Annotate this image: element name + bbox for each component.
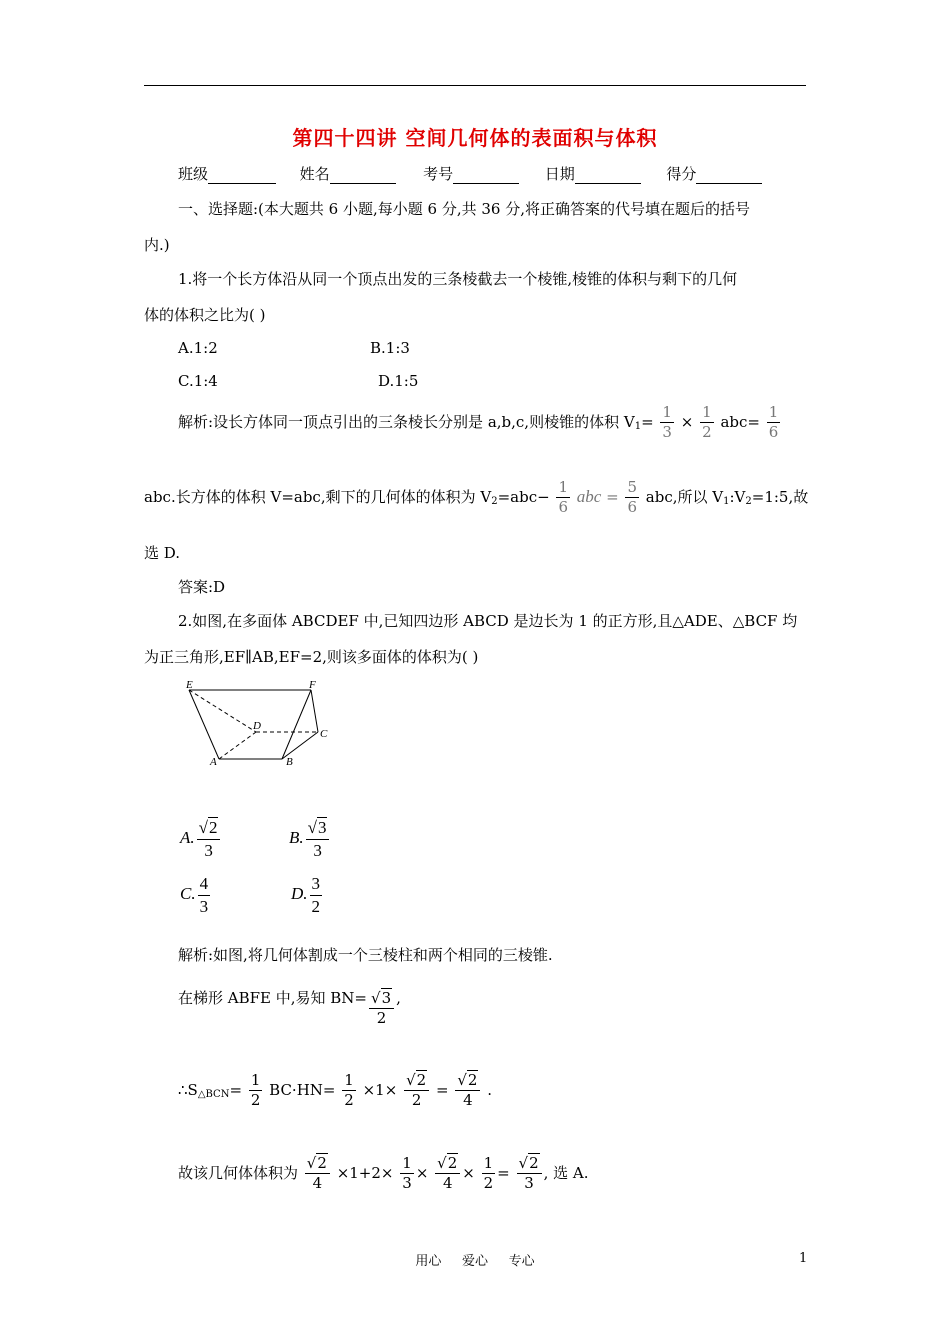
q1-analysis-line1: 解析:设长方体同一顶点引出的三条棱长分别是 a,b,c,则棱锥的体积 $V_1=$ $\frac{1}{3}$ × $\frac{1}{2}$ abc= $\frac{1}{6}$ [178, 403, 779, 442]
fraction-one-half: $\frac{1}{2}$ [702, 403, 712, 442]
polyhedron-figure [180, 676, 340, 772]
footer-motto: 用心 爱心 专心 [415, 1254, 535, 1269]
q1-analysis-line3: 选 D. [144, 544, 181, 562]
edge-ed [189, 690, 256, 732]
q1-option-a[interactable]: A.1:2 [178, 339, 218, 357]
fraction-bn: $\frac{√3}{2}$ [369, 990, 394, 1028]
q2-stem-line1: 2.如图,在多面体 ABCDEF 中,已知四边形 ABCD 是边长为 1 的正方形,且△ADE、△BCF 均 [178, 612, 798, 630]
class-label: 班级 [178, 165, 209, 183]
page-title: 第四十四讲 空间几何体的表面积与体积 [292, 126, 658, 150]
fraction-one-third: $\frac{1}{3}$ [662, 403, 672, 442]
class-blank[interactable] [208, 167, 276, 184]
q2-option-a[interactable]: A. $\frac{√2}{3}$ [180, 818, 222, 860]
fraction-five-sixths: $\frac{5}{6}$ [627, 478, 638, 517]
name-label: 姓名 [299, 165, 330, 183]
page-number: 1 [799, 1251, 808, 1266]
section-heading-line2: 内.) [144, 236, 170, 254]
q1-analysis-line2: abc.长方体的体积 V=abc,剩下的几何体的体积为 $V_2=abc-$ $\frac{1}{6}$ abc = $\frac{5}{6}$ abc,所以 $V_1:V_2=1:5$,故 [144, 478, 809, 517]
section-heading-line1: 一、选择题:(本大题共 6 小题,每小题 6 分,共 36 分,将正确答案的代号填在题后的括号 [178, 200, 750, 218]
fraction-one-sixth-2: $\frac{1}{6}$ [558, 478, 568, 517]
score-blank[interactable] [696, 167, 762, 184]
exam-number-label: 考号 [423, 165, 454, 183]
q1-option-b[interactable]: B.1:3 [370, 339, 410, 357]
label-e: E [186, 679, 193, 691]
header-rule [144, 85, 806, 86]
edge-fc [311, 690, 318, 732]
q2-option-b[interactable]: B. $\frac{√3}{3}$ [289, 818, 331, 860]
q2-analysis-line1: 解析:如图,将几何体割成一个三棱柱和两个相同的三棱锥. [178, 946, 553, 964]
sqrt-icon: √3 [307, 818, 327, 837]
date-blank[interactable] [575, 167, 641, 184]
q2-area-formula: $\therefore S_{\triangle BCN}=$ $\frac{1}{2}$ BC·HN= $\frac{1}{2}$ ×1× $\frac{√2}{2}$ = $\frac{√2}{4}$ . [178, 1071, 492, 1110]
exam-number-blank[interactable] [453, 167, 519, 184]
edge-ea [189, 690, 219, 759]
q2-volume-formula: 故该几何体体积为 $\frac{√2}{4}$ ×1+2× $\frac{1}{3}$ × $\frac{√2}{4}$ × $\frac{1}{2}$ = $\frac{√2}{3}$ , 选 A. [178, 1154, 589, 1193]
date-label: 日期 [544, 165, 575, 183]
q2-analysis-line2: 在梯形 ABFE 中,易知 BN= $\frac{√3}{2}$ , [178, 989, 401, 1028]
info-row [178, 163, 762, 184]
q1-answer: 答案:D [178, 578, 226, 596]
fraction-one-sixth: $\frac{1}{6}$ [768, 403, 779, 442]
q2-option-c[interactable]: C. $\frac{4}{3}$ [180, 874, 209, 916]
q1-option-d[interactable]: D.1:5 [378, 372, 419, 390]
q1-stem-line2: 体的体积之比为( ) [144, 306, 266, 324]
q1-option-c[interactable]: C.1:4 [178, 372, 218, 390]
score-label: 得分 [666, 165, 697, 183]
edge-ad [219, 732, 256, 759]
label-c: C [320, 728, 328, 740]
q2-stem-line2: 为正三角形,EF∥AB,EF=2,则该多面体的体积为( ) [144, 648, 479, 666]
name-blank[interactable] [330, 167, 396, 184]
label-b: B [286, 756, 293, 768]
q2-option-d[interactable]: D. $\frac{3}{2}$ [291, 874, 321, 916]
label-d: D [253, 720, 261, 732]
sqrt-icon: √2 [198, 818, 218, 837]
label-a: A [210, 756, 217, 768]
q1-stem-line1: 1.将一个长方体沿从同一个顶点出发的三条棱截去一个棱锥,棱锥的体积与剩下的几何 [178, 270, 738, 288]
label-f: F [309, 679, 316, 691]
